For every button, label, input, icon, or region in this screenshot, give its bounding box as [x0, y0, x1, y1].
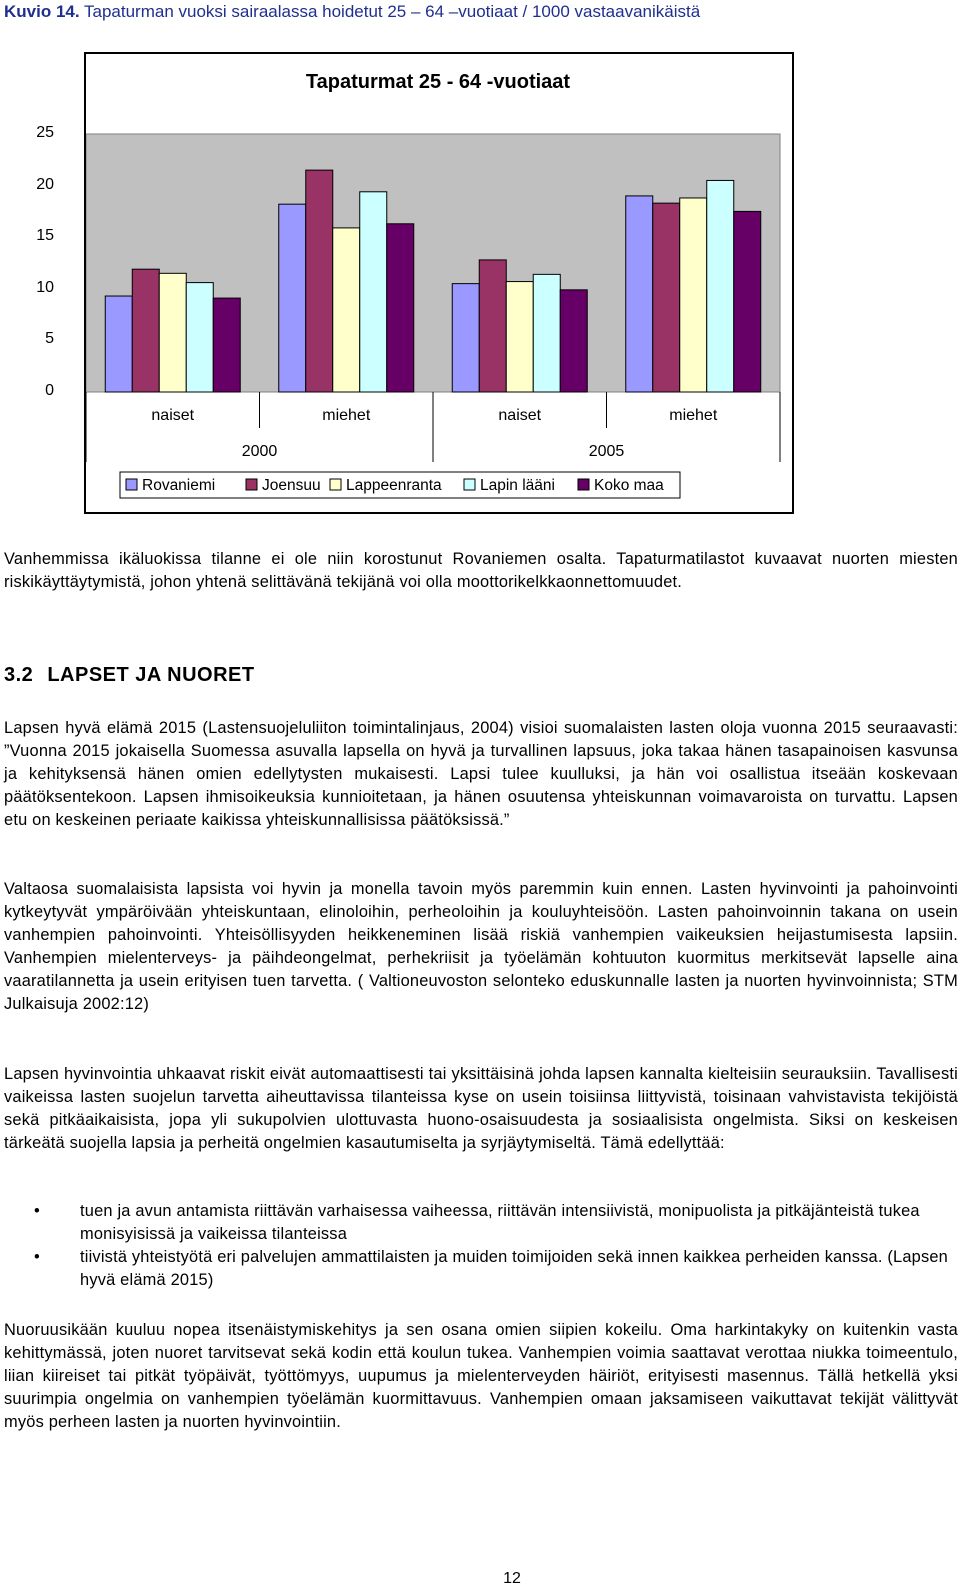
- paragraph-wellbeing: Valtaosa suomalaisista lapsista voi hyvin ja monella tavoin myös paremmin kuin ennen. Lasten hyvinvointi ja pahoinvointi kytkeytyvät ympäröivään yhteiskuntaan, elinoloihin, perheoloihin ja kouluyhteisöön. Lasten pahoinvoinnin takana on usein vanhempien pahoinvointi. Yhteisöllisyyden heikkeneminen lisää riskiä vanhempien vaikeuksien heijastumisesta lapsiin. Vanhempien mielenterveys- ja päihdeongelmat, perhekriisit ja työelämän kohtuuton kuormitus merkitsevät lapselle aina vaaratilannetta ja usein erityisen tuen tarvetta. ( Valtioneuvoston selonteko eduskunnalle lasten ja nuorten hyvinvoinnista; STM Julkaisuja 2002:12): [4, 880, 958, 1013]
- bar-joensuu: [306, 170, 333, 392]
- section-title: LAPSET JA NUORET: [47, 664, 255, 686]
- legend-swatch: [330, 479, 341, 490]
- bar-lappeenranta: [680, 198, 707, 392]
- paragraph-vision: Lapsen hyvä elämä 2015 (Lastensuojeluliiton toimintalinjaus, 2004) visioi suomalaisten lasten oloja vuonna 2015 seuraavasti: ”Vuonna 2015 jokaisella Suomessa asuvalla lapsella on hyvä ja turvallinen lapsuus, joka takaa hänen tasapainoisen kasvunsa ja kehityksensä hänen omien edellytysten mukaisesti. Lapsi tulee kuulluksi, ja hän voi osallistua itseään koskevaan päätöksentekoon. Lapsen ihmisoikeuksia kunnioitetaan, ja hänen osuutensa yhteiskunnan voimavaroista on turvattu. Lapsen etu on keskeinen periaate kaikissa yhteiskunnallisissa päätöksissä.”: [4, 719, 958, 829]
- x-group-label: 2005: [588, 443, 625, 460]
- bar-rovaniemi: [626, 196, 653, 392]
- chart-frame: [84, 52, 794, 514]
- bar-lappeenranta: [506, 282, 533, 392]
- bar-lapin-lääni: [707, 180, 734, 392]
- paragraph-youth: Nuoruusikään kuuluu nopea itsenäistymiskehitys ja sen osana omien siipien kokeilu. Oma harkintakyky on kuitenkin vasta kehittymässä, joten nuoret tarvitsevat sekä kodin että koulun tukea. Vanhempien voimia saattavat verottaa niukka toimeentulo, liian kiireiset tai pitkät työpäivät, työttömyys, uupumus ja mielenterveyden häiriöt, erityisesti masennus. Tällä hetkellä yksi suurimpia ongelmia on vanhempien työelämän kuormittavuus. Vanhempien omaan jaksamiseen vaikuttavat tekijät välittyvät myös perheen lasten ja nuorten hyvinvointiin.: [4, 1321, 958, 1431]
- bar-lapin-lääni: [533, 274, 560, 392]
- bar-lappeenranta: [159, 273, 186, 392]
- x-group-label: 2000: [241, 443, 278, 460]
- list-item: [4, 1200, 958, 1246]
- paragraph-chart-comment: Vanhemmissa ikäluokissa tilanne ei ole niin korostunut Rovaniemen osalta. Tapaturmatilastot kuvaavat nuorten miesten riskikäyttäytymistä, johon yhtenä selittävänä tekijänä voi olla moottorikelkkaonnettomuudet.: [4, 550, 958, 591]
- bar-rovaniemi: [279, 204, 306, 392]
- y-tick-label: 20: [36, 175, 54, 193]
- figure-caption: [4, 2, 700, 22]
- bar-koko-maa: [734, 211, 761, 392]
- legend-entry: Lapin lääni: [480, 477, 555, 494]
- section-number: 3.2: [4, 664, 34, 686]
- legend-entry: Joensuu: [262, 477, 321, 494]
- page-number: 12: [503, 1570, 521, 1587]
- bar-joensuu: [479, 260, 506, 392]
- bar-chart: [86, 54, 792, 512]
- bar-rovaniemi: [105, 296, 132, 392]
- legend-swatch: [246, 479, 257, 490]
- bar-koko-maa: [560, 290, 587, 392]
- x-tick-label: miehet: [322, 407, 371, 424]
- y-tick-label: 25: [36, 124, 54, 141]
- bar-lappeenranta: [333, 228, 360, 392]
- figure-label: Kuvio 14.: [4, 2, 80, 21]
- legend-entry: Lappeenranta: [346, 477, 442, 494]
- section-heading: [4, 664, 255, 687]
- bar-koko-maa: [387, 224, 414, 392]
- x-tick-label: naiset: [498, 407, 542, 424]
- list-item: [4, 1246, 958, 1292]
- paragraph-risks: Lapsen hyvinvointia uhkaavat riskit eivät automaattisesti tai yksittäisinä johda lapsen kannalta kielteisiin seurauksiin. Tavallisesti vaikeissa lasten suojelun tarvetta aiheuttavissa tilanteissa kyse on usein toisiinsa liittyvistä, toisinaan vahvistavista tekijöistä sekä pitkäaikaisista, jopa yli sukupolvien ulottuvasta huono-osaisuudesta ja sosiaalisista ongelmista. Siksi on keskeisen tärkeätä suojella lapsia ja perheitä ongelmien kasautumiselta ja syrjäytymiseltä. Tämä edellyttää:: [4, 1065, 958, 1152]
- bullet-icon: •: [34, 1202, 40, 1220]
- legend-entry: Rovaniemi: [142, 477, 216, 494]
- y-tick-label: 10: [36, 278, 54, 296]
- legend-entry: Koko maa: [594, 477, 664, 494]
- y-tick-label: 0: [45, 382, 54, 399]
- bullet-list: [4, 1200, 958, 1292]
- y-tick-label: 5: [45, 330, 54, 348]
- legend-swatch: [578, 479, 589, 490]
- bar-joensuu: [653, 203, 680, 392]
- bar-lapin-lääni: [186, 283, 213, 392]
- bar-rovaniemi: [452, 284, 479, 392]
- x-tick-label: miehet: [669, 407, 718, 424]
- list-item-text: tuen ja avun antamista riittävän varhaisessa vaiheessa, riittävän intensiivistä, monipuolista ja pitkäjänteistä tukea monisyisissä ja vaikeissa tilanteissa: [80, 1202, 920, 1243]
- bullet-icon: •: [34, 1248, 40, 1266]
- legend-swatch: [126, 479, 137, 490]
- bar-koko-maa: [213, 298, 240, 392]
- legend-swatch: [464, 479, 475, 490]
- y-tick-label: 15: [36, 227, 54, 245]
- chart-title: Tapaturmat 25 - 64 -vuotiaat: [305, 71, 571, 93]
- bar-joensuu: [132, 269, 159, 392]
- bar-lapin-lääni: [360, 192, 387, 392]
- list-item-text: tiivistä yhteistyötä eri palvelujen ammattilaisten ja muiden toimijoiden sekä innen kaikkea perheiden kanssa. (Lapsen hyvä elämä 2015): [80, 1248, 948, 1289]
- x-tick-label: naiset: [151, 407, 195, 424]
- figure-caption-text: Tapaturman vuoksi sairaalassa hoidetut 25 – 64 –vuotiaat / 1000 vastaavanikäistä: [84, 2, 701, 21]
